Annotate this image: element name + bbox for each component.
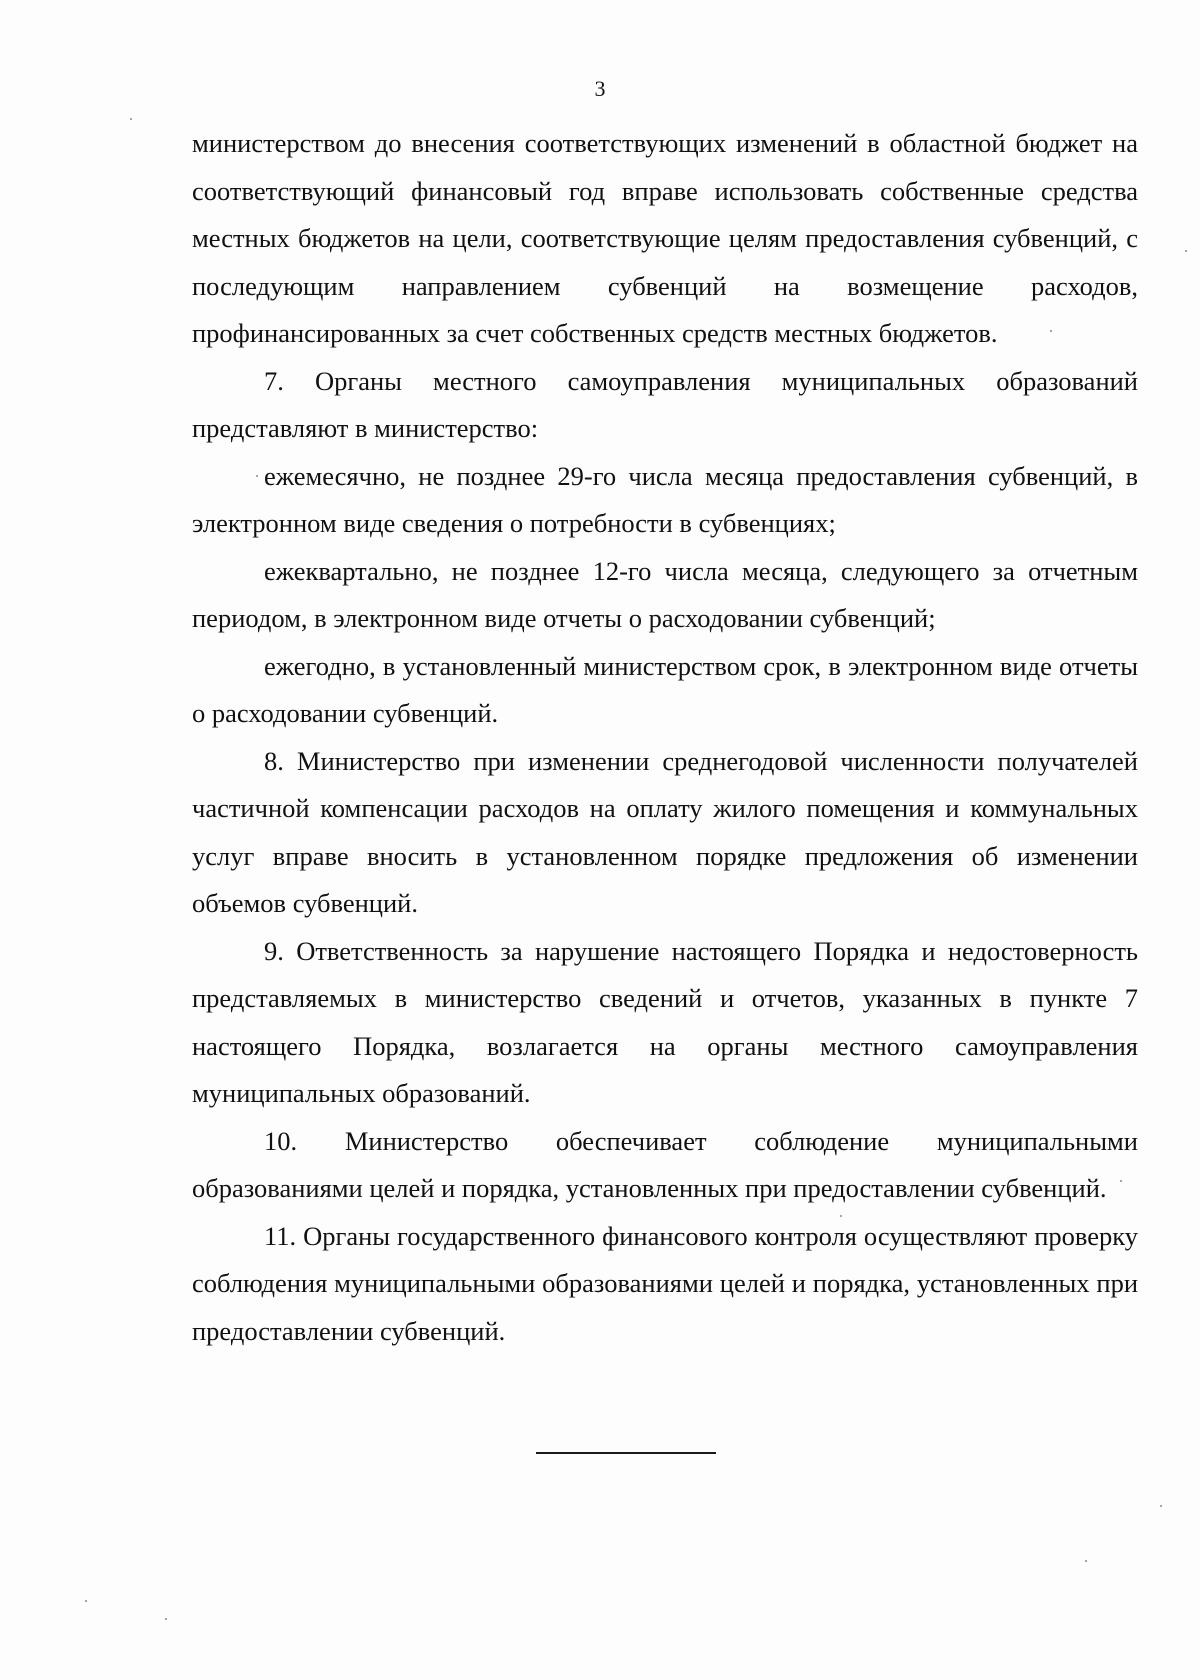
- paragraph-item-7-yearly: ежегодно, в установленный министерством срок, в электронном виде отчеты о расходовании субвенций.: [192, 650, 1138, 728]
- paragraph-item-7-quarterly: ежеквартально, не позднее 12-го числа месяца, следующего за отчетным периодом, в электронном виде отчеты о расходовании субвенций;: [192, 555, 1138, 633]
- paragraph-item-7-monthly: ежемесячно, не позднее 29-го числа месяца предоставления субвенций, в электронном виде сведения о потребности в субвенциях;: [192, 460, 1138, 538]
- scan-speck: [1085, 1560, 1087, 1562]
- scan-speck: [130, 118, 132, 120]
- paragraph-item-7: 7. Органы местного самоуправления муниципальных образований представляют в министерство:: [192, 365, 1138, 443]
- paragraph-item-10: 10. Министерство обеспечивает соблюдение муниципальными образованиями целей и порядка, установленных при предоставлении субвенций.: [192, 1125, 1138, 1203]
- scan-speck: [85, 1600, 87, 1602]
- paragraph-continuation: министерством до внесения соответствующих изменений в областной бюджет на соответствующий финансовый год вправе использовать собственные средства местных бюджетов на цели, соответствующие целям предоставления субвенций, с последующим направлением субвенций на возмещение расходов, профинансированных за счет собственных средств местных бюджетов.: [192, 128, 1138, 348]
- scan-speck: [256, 475, 258, 477]
- scan-speck: [1050, 330, 1052, 332]
- paragraph-item-11: 11. Органы государственного финансового контроля осуществляют проверку соблюдения муниципальными образованиями целей и порядка, установленных при предоставлении субвенций.: [192, 1220, 1138, 1346]
- scan-speck: [165, 1618, 167, 1620]
- paragraph-item-9: 9. Ответственность за нарушение настоящего Порядка и недостоверность представляемых в министерство сведений и отчетов, указанных в пункте 7 настоящего Порядка, возлагается на органы местного самоуправления муниципальных образований.: [192, 935, 1138, 1108]
- scan-speck: [840, 1215, 842, 1217]
- paragraph-item-8: 8. Министерство при изменении среднегодовой численности получателей частичной компенсации расходов на оплату жилого помещения и коммунальных услуг вправе вносить в установленном порядке предложения об изменении объемов субвенций.: [192, 745, 1138, 918]
- page-number: 3: [594, 76, 606, 101]
- scan-speck: [1160, 1505, 1162, 1507]
- scan-speck: [1185, 250, 1187, 252]
- scan-speck: [1120, 1180, 1122, 1182]
- end-of-text-rule: [536, 1452, 716, 1454]
- document-body: [192, 120, 1138, 1355]
